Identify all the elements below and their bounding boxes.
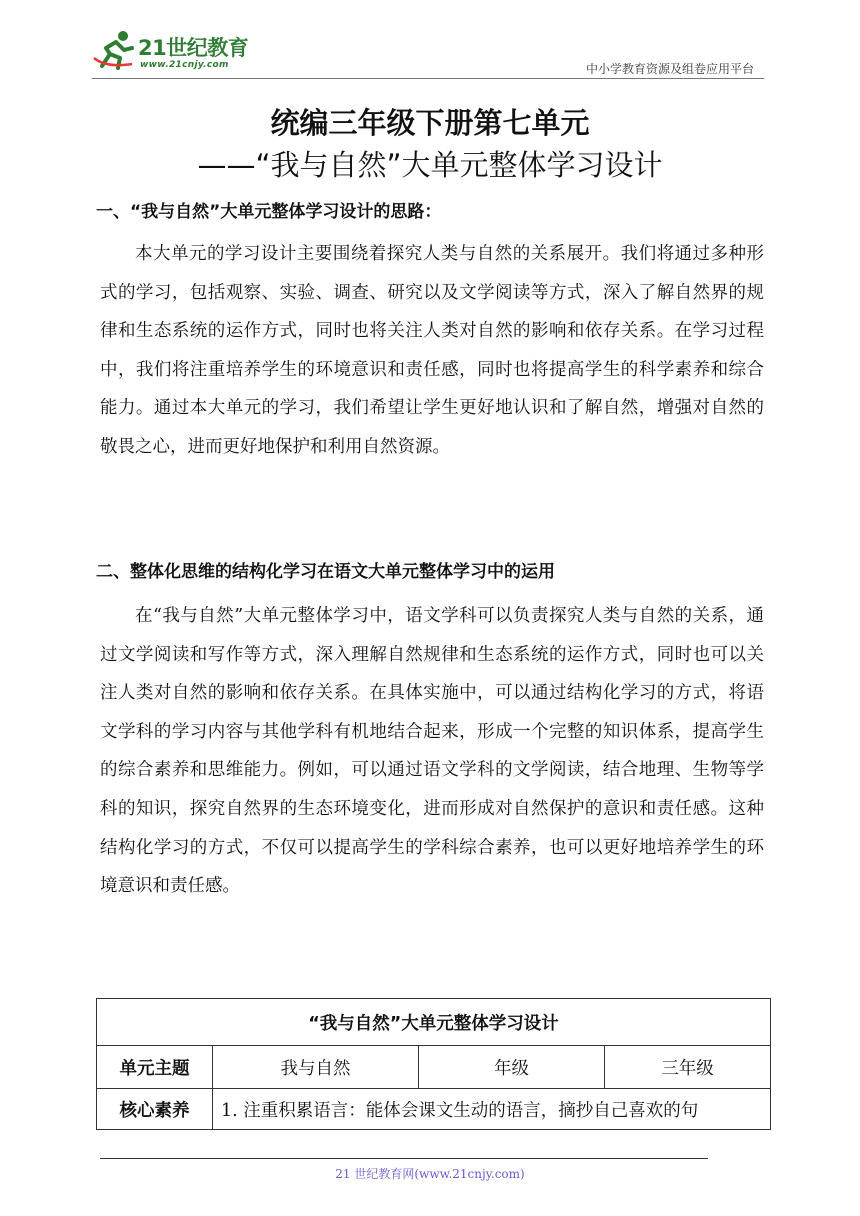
section-2-heading: 二、整体化思维的结构化学习在语文大单元整体学习中的运用: [96, 562, 555, 582]
core-competency-value: 1. 注重积累语言：能体会课文生动的语言，摘抄自己喜欢的句: [213, 1089, 771, 1130]
table-title: “我与自然”大单元整体学习设计: [97, 999, 771, 1046]
footer-link[interactable]: 21 世纪教育网(www.21cnjy.com): [335, 1167, 525, 1181]
platform-name: 中小学教育资源及组卷应用平台: [585, 62, 754, 76]
document-subtitle: ——“我与自然”大单元整体学习设计: [197, 148, 663, 182]
logo-text: 21世纪教育: [138, 36, 249, 60]
logo-url: www.21cnjy.com: [140, 60, 229, 70]
unit-theme-label: 单元主题: [97, 1046, 213, 1089]
section-1-heading: 一、“我与自然”大单元整体学习设计的思路：: [96, 202, 442, 222]
header-divider: [92, 78, 764, 79]
document-title: 统编三年级下册第七单元: [270, 106, 590, 140]
runner-logo-icon: [92, 28, 138, 74]
footer-divider: [100, 1158, 708, 1159]
unit-theme-value: 我与自然: [213, 1046, 419, 1089]
grade-label: 年级: [419, 1046, 605, 1089]
core-competency-label: 核心素养: [97, 1089, 213, 1130]
grade-value: 三年级: [605, 1046, 771, 1089]
unit-design-table: [96, 998, 771, 1130]
section-1-body: 本大单元的学习设计主要围绕着探究人类与自然的关系展开。我们将通过多种形式的学习，包括观察、实验、调查、研究以及文学阅读等方式，深入了解自然界的规律和生态系统的运作方式，同时也将关注人类对自然的影响和依存关系。在学习过程中，我们将注重培养学生的环境意识和责任感，同时也将提高学生的科学素养和综合能力。通过本大单元的学习，我们希望让学生更好地认识和了解自然，增强对自然的敬畏之心，进而更好地保护和利用自然资源。: [100, 244, 764, 457]
page-header: [92, 28, 764, 80]
section-2-body: 在“我与自然”大单元整体学习中，语文学科可以负责探究人类与自然的关系，通过文学阅读和写作等方式，深入理解自然规律和生态系统的运作方式，同时也可以关注人类对自然的影响和依存关系。在具体实施中，可以通过结构化学习的方式，将语文学科的学习内容与其他学科有机地结合起来，形成一个完整的知识体系，提高学生的综合素养和思维能力。例如，可以通过语文学科的文学阅读，结合地理、生物等学科的知识，探究自然界的生态环境变化，进而形成对自然保护的意识和责任感。这种结构化学习的方式，不仅可以提高学生的学科综合素养，也可以更好地培养学生的环境意识和责任感。: [100, 606, 764, 897]
site-logo: [92, 28, 262, 78]
